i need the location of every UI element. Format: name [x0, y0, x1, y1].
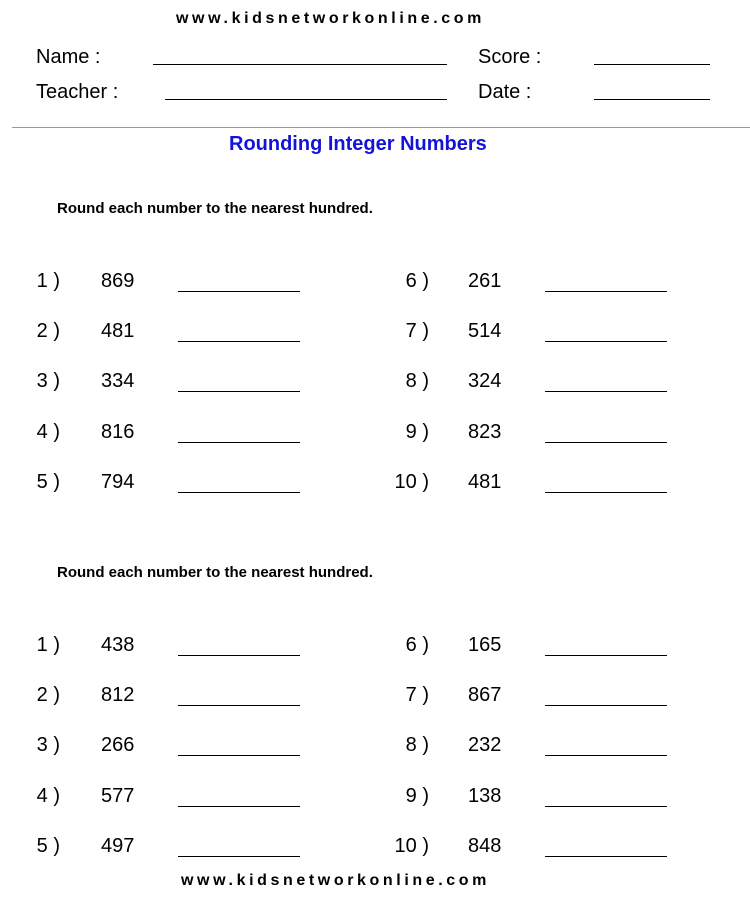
- problem-number: 7 ): [405, 684, 429, 706]
- problem-value: 794: [101, 471, 135, 493]
- problem-value: 848: [468, 835, 502, 857]
- problem-value: 266: [101, 734, 135, 756]
- site-url-footer: www.kidsnetworkonline.com: [181, 872, 490, 889]
- problem-number: 6 ): [405, 634, 429, 656]
- answer-blank: [545, 442, 667, 443]
- problem-number: 4 ): [36, 785, 60, 807]
- problem-number: 2 ): [36, 684, 60, 706]
- problem-number: 7 ): [405, 320, 429, 342]
- date-label: Date :: [478, 81, 532, 103]
- score-blank: [594, 64, 710, 65]
- problem-number: 10 ): [394, 471, 429, 493]
- answer-blank: [178, 492, 300, 493]
- answer-blank: [545, 755, 667, 756]
- teacher-label: Teacher :: [36, 81, 119, 103]
- section-2-instruction: Round each number to the nearest hundred.: [57, 564, 373, 581]
- answer-blank: [545, 856, 667, 857]
- problem-number: 9 ): [405, 421, 429, 443]
- date-blank: [594, 99, 710, 100]
- answer-blank: [178, 442, 300, 443]
- name-blank: [153, 64, 447, 65]
- answer-blank: [178, 341, 300, 342]
- name-label: Name :: [36, 46, 101, 68]
- problem-number: 2 ): [36, 320, 60, 342]
- problem-value: 334: [101, 370, 135, 392]
- answer-blank: [545, 291, 667, 292]
- problem-number: 1 ): [36, 270, 60, 292]
- answer-blank: [545, 341, 667, 342]
- problem-number: 9 ): [405, 785, 429, 807]
- answer-blank: [545, 492, 667, 493]
- problem-value: 867: [468, 684, 502, 706]
- answer-blank: [545, 806, 667, 807]
- problem-value: 823: [468, 421, 502, 443]
- score-label: Score :: [478, 46, 542, 68]
- problem-value: 812: [101, 684, 135, 706]
- answer-blank: [178, 291, 300, 292]
- answer-blank: [545, 655, 667, 656]
- problem-value: 481: [101, 320, 135, 342]
- answer-blank: [178, 806, 300, 807]
- problem-value: 438: [101, 634, 135, 656]
- problem-number: 6 ): [405, 270, 429, 292]
- problem-value: 261: [468, 270, 502, 292]
- problem-number: 1 ): [36, 634, 60, 656]
- problem-value: 816: [101, 421, 135, 443]
- problem-number: 3 ): [36, 734, 60, 756]
- problem-value: 481: [468, 471, 502, 493]
- problem-number: 3 ): [36, 370, 60, 392]
- problem-number: 10 ): [394, 835, 429, 857]
- problem-number: 4 ): [36, 421, 60, 443]
- worksheet-title: Rounding Integer Numbers: [229, 133, 487, 155]
- answer-blank: [178, 391, 300, 392]
- answer-blank: [545, 391, 667, 392]
- problem-value: 869: [101, 270, 135, 292]
- problem-value: 497: [101, 835, 135, 857]
- site-url-header: www.kidsnetworkonline.com: [176, 10, 485, 27]
- answer-blank: [178, 856, 300, 857]
- problem-value: 138: [468, 785, 502, 807]
- answer-blank: [178, 755, 300, 756]
- problem-value: 165: [468, 634, 502, 656]
- section-1-instruction: Round each number to the nearest hundred.: [57, 200, 373, 217]
- answer-blank: [178, 705, 300, 706]
- problem-number: 8 ): [405, 370, 429, 392]
- header-divider: [12, 127, 750, 128]
- problem-number: 5 ): [36, 471, 60, 493]
- teacher-blank: [165, 99, 447, 100]
- problem-value: 232: [468, 734, 502, 756]
- problem-number: 5 ): [36, 835, 60, 857]
- problem-value: 324: [468, 370, 502, 392]
- answer-blank: [545, 705, 667, 706]
- problem-number: 8 ): [405, 734, 429, 756]
- problem-value: 514: [468, 320, 502, 342]
- answer-blank: [178, 655, 300, 656]
- problem-value: 577: [101, 785, 135, 807]
